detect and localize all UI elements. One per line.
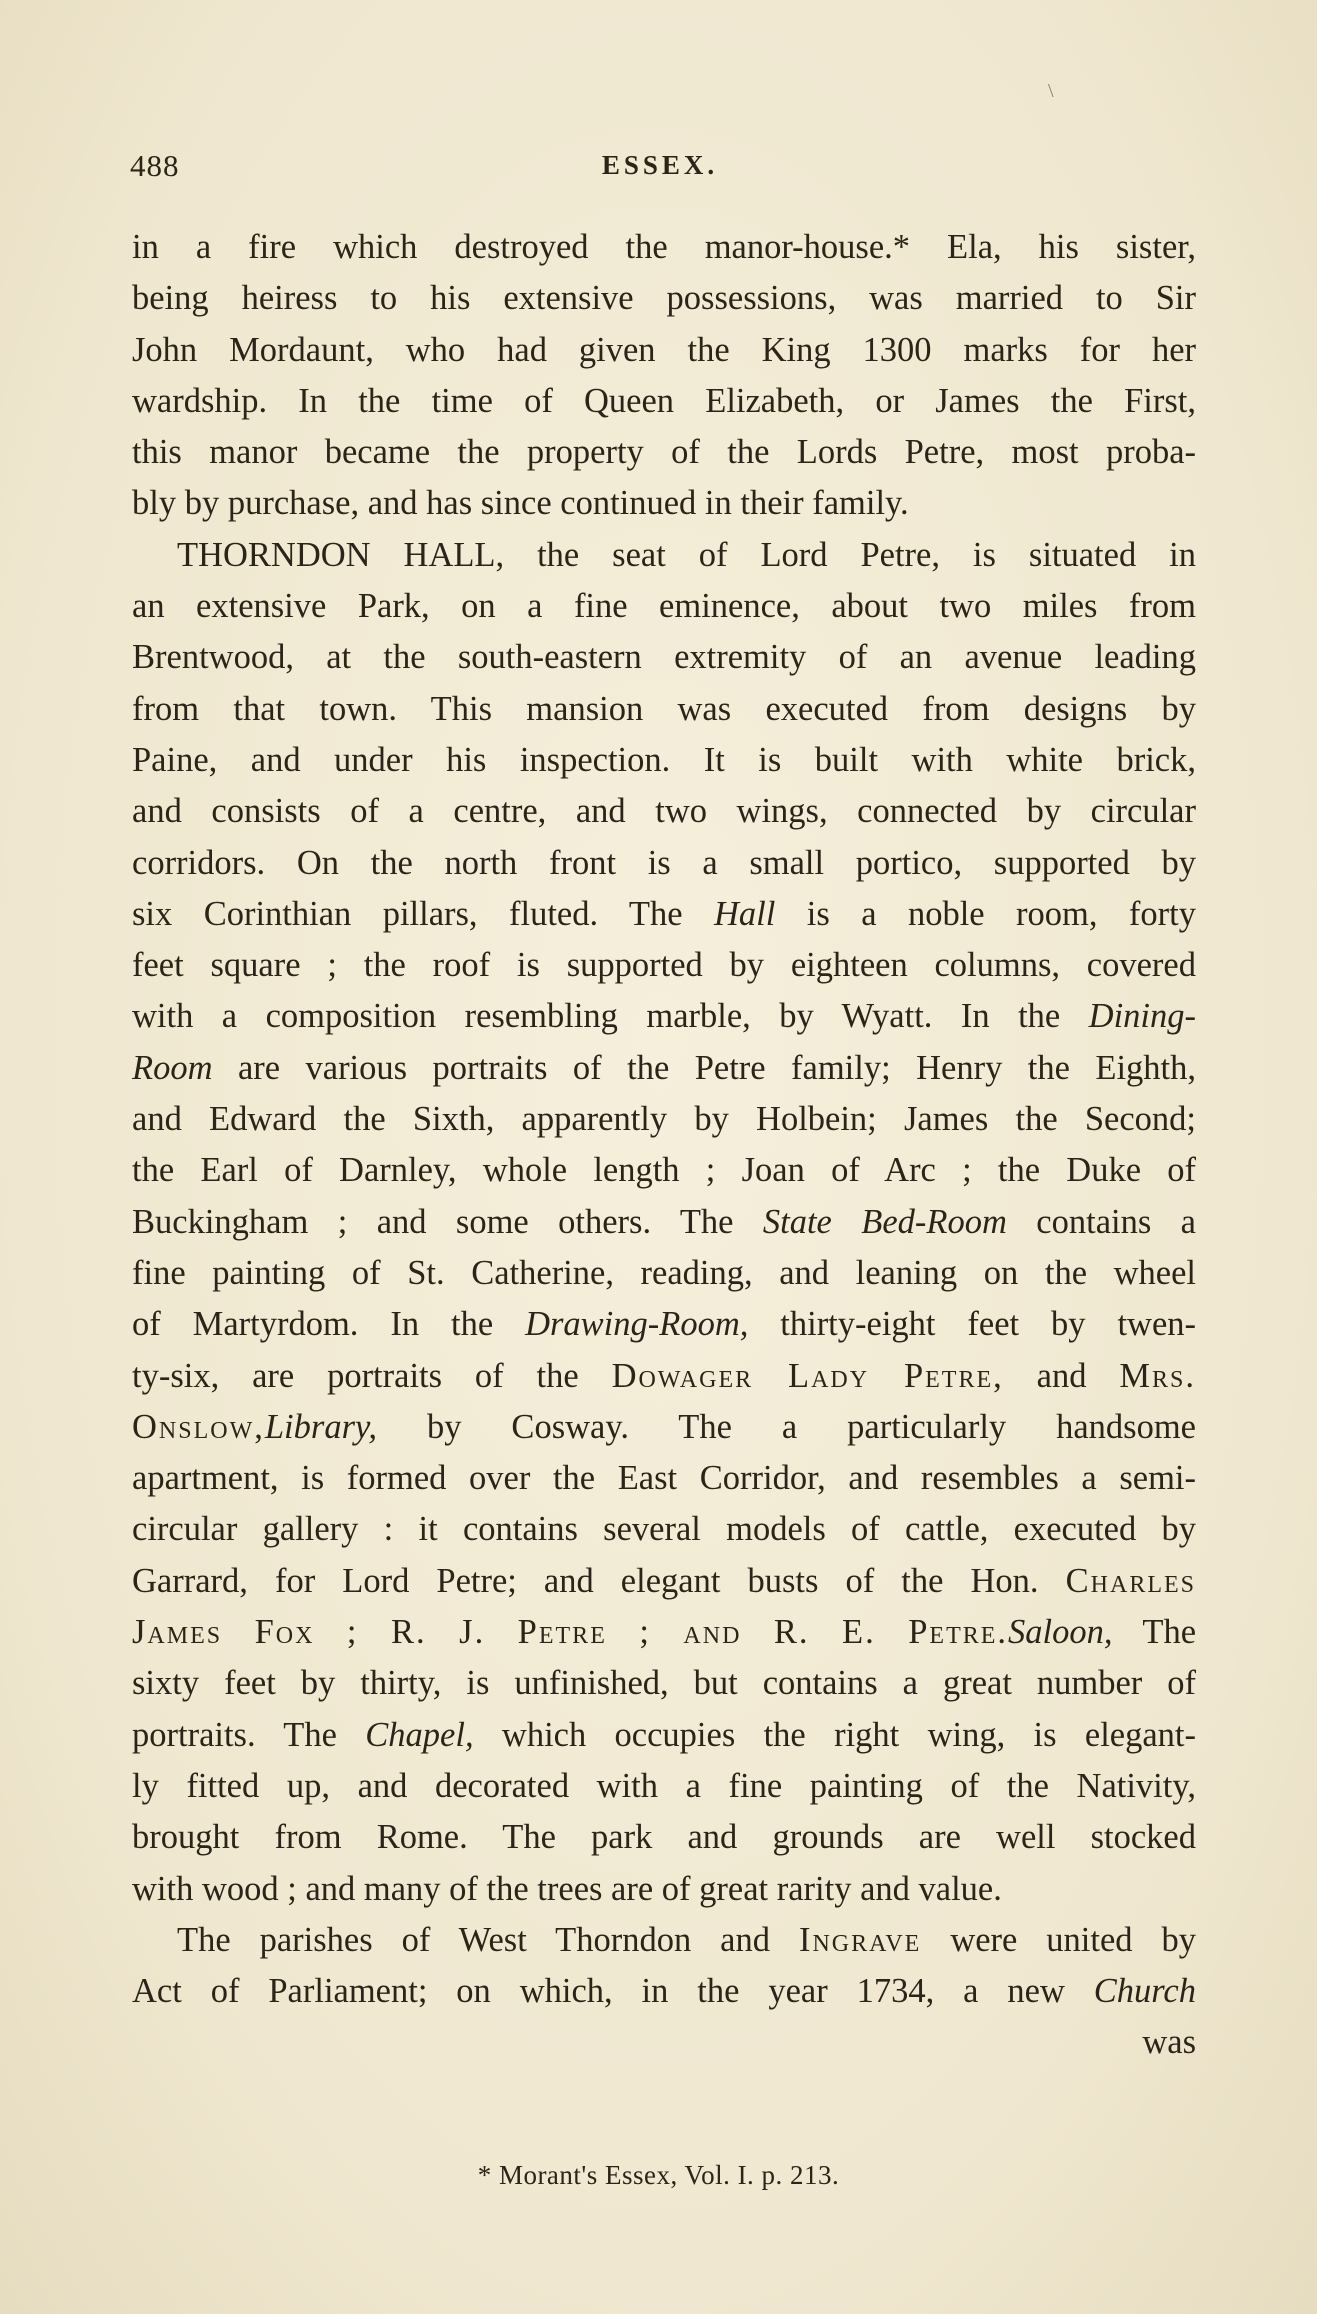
italic-text: Drawing-Room, [525,1305,749,1344]
italic-text: Library, [264,1407,378,1446]
text-span: circular gallery : it contains several models of cattle, executed by [132,1510,1196,1549]
text-span: wardship. In the time of Queen Elizabeth, or James the First, [132,381,1196,420]
text-line [132,1094,1196,1145]
text-line [132,684,1196,735]
text-line [132,889,1196,940]
text-span: was [1142,2023,1196,2062]
text-line [132,1453,1196,1504]
text-span: ty-six, are portraits of the [132,1356,612,1395]
body-text [132,222,1196,2069]
text-line [132,1658,1196,1709]
text-line [132,1504,1196,1555]
italic-text: Dining- [1088,997,1196,1036]
text-span: Paine, and under his inspection. It is built with white brick, [132,740,1196,779]
text-span: in a fire which destroyed the manor-house.* Ela, his sister, [132,228,1196,266]
text-span: Act of Parliament; on which, in the year 1734, a new [132,1972,1094,2011]
italic-text: Saloon, [1008,1613,1113,1652]
text-line [132,991,1196,1042]
footnote: * Morant's Essex, Vol. I. p. 213. [477,2160,840,2190]
small-caps-text: Dowager Lady Petre, [611,1356,1004,1395]
text-span: and [1003,1356,1120,1395]
text-span: is a noble room, forty [775,894,1196,933]
text-line [132,222,1196,273]
text-line [132,2017,1196,2068]
text-line [132,1915,1196,1966]
text-span: Brentwood, at the south-eastern extremity of an avenue leading [132,638,1196,677]
text-line [132,1043,1196,1094]
page-number: 488 [130,148,180,183]
text-line [132,427,1196,478]
small-caps-text: James Fox ; R. J. Petre ; and R. E. Petre. [132,1613,1009,1652]
text-line [132,325,1196,376]
text-span: of Martyrdom. In the [132,1305,526,1344]
text-line [132,273,1196,324]
text-span: The parishes of West Thorndon and [177,1920,799,1959]
text-span: sixty feet by thirty, is unfinished, but contains a great number of [132,1664,1196,1703]
text-span: and consists of a centre, and two wings, connected by circular [132,792,1196,831]
text-line [132,530,1196,581]
text-span: and Edward the Sixth, apparently by Holbein; James the Second; [132,1100,1196,1139]
small-caps-text: Onslow, [132,1407,265,1446]
text-span: with a composition resembling marble, by Wyatt. In the [132,997,1089,1036]
text-span: this manor became the property of the Lords Petre, most proba- [132,433,1196,472]
text-span: with wood ; and many of the trees are of great rarity and value. [132,1869,1002,1908]
text-line [132,1966,1196,2017]
text-span: portraits. The [132,1715,366,1754]
text-span: Garrard, for Lord Petre; and elegant busts of the Hon. [132,1561,1066,1600]
text-line [132,1351,1196,1402]
text-span: THORNDON HALL, the seat of Lord Petre, is situated in [177,535,1196,574]
running-head: ESSEX. [601,150,719,180]
text-span: fine painting of St. Catherine, reading, and leaning on the wheel [132,1253,1196,1292]
text-span: The [1112,1613,1197,1652]
text-line [132,632,1196,683]
text-line [132,838,1196,889]
text-span: apartment, is formed over the East Corridor, and resembles a semi- [132,1459,1196,1498]
text-span: are various portraits of the Petre family; Henry the Eighth, [212,1048,1196,1087]
text-line [132,1248,1196,1299]
text-span: bly by purchase, and has since continued in their family. [132,484,909,523]
text-span: the Earl of Darnley, whole length ; Joan of Arc ; the Duke of [132,1151,1196,1190]
text-span: brought from Rome. The park and grounds are well stocked [132,1818,1196,1857]
text-line [132,940,1196,991]
margin-mark: \ [1048,80,1054,102]
text-line [132,376,1196,427]
small-caps-text: Charles [1065,1561,1196,1600]
text-line [132,1299,1196,1350]
italic-text: Chapel, [365,1715,474,1754]
text-span: thirty-eight feet by twen- [748,1305,1196,1344]
text-line [132,1864,1196,1915]
text-span: Buckingham ; and some others. The [132,1202,763,1241]
small-caps-text: Mrs. [1119,1356,1196,1395]
text-span: an extensive Park, on a fine eminence, about two miles from [132,587,1196,626]
text-span: contains a [1006,1202,1196,1241]
italic-text: Hall [713,894,776,933]
italic-text: State Bed-Room [762,1202,1007,1241]
text-line [132,1761,1196,1812]
text-line [132,581,1196,632]
text-line [132,1402,1196,1453]
text-line [132,1197,1196,1248]
text-span: six Corinthian pillars, fluted. The [132,894,714,933]
italic-text: Room [132,1048,213,1087]
page-header [130,148,1190,188]
text-span: corridors. On the north front is a small portico, supported by [132,843,1196,882]
text-line [132,1607,1196,1658]
small-caps-text: Ingrave [798,1920,922,1959]
italic-text: Church [1093,1972,1196,2011]
text-line [132,1556,1196,1607]
text-span: John Mordaunt, who had given the King 1300 marks for her [132,330,1196,369]
text-span: ly fitted up, and decorated with a fine painting of the Nativity, [132,1766,1196,1805]
text-span: a particularly handsome [781,1407,1196,1446]
text-span: were united by [921,1920,1197,1959]
text-line [132,735,1196,786]
text-span: from that town. This mansion was executed from designs by [132,689,1196,728]
text-line [132,786,1196,837]
text-span: by Cosway. The [377,1407,782,1446]
text-line [132,1812,1196,1863]
text-line [132,1710,1196,1761]
text-span: which occupies the right wing, is elegant- [473,1715,1196,1754]
text-span: feet square ; the roof is supported by eighteen columns, covered [132,946,1196,985]
text-line [132,1145,1196,1196]
text-span: being heiress to his extensive possessions, was married to Sir [132,279,1196,318]
text-line [132,478,1196,529]
